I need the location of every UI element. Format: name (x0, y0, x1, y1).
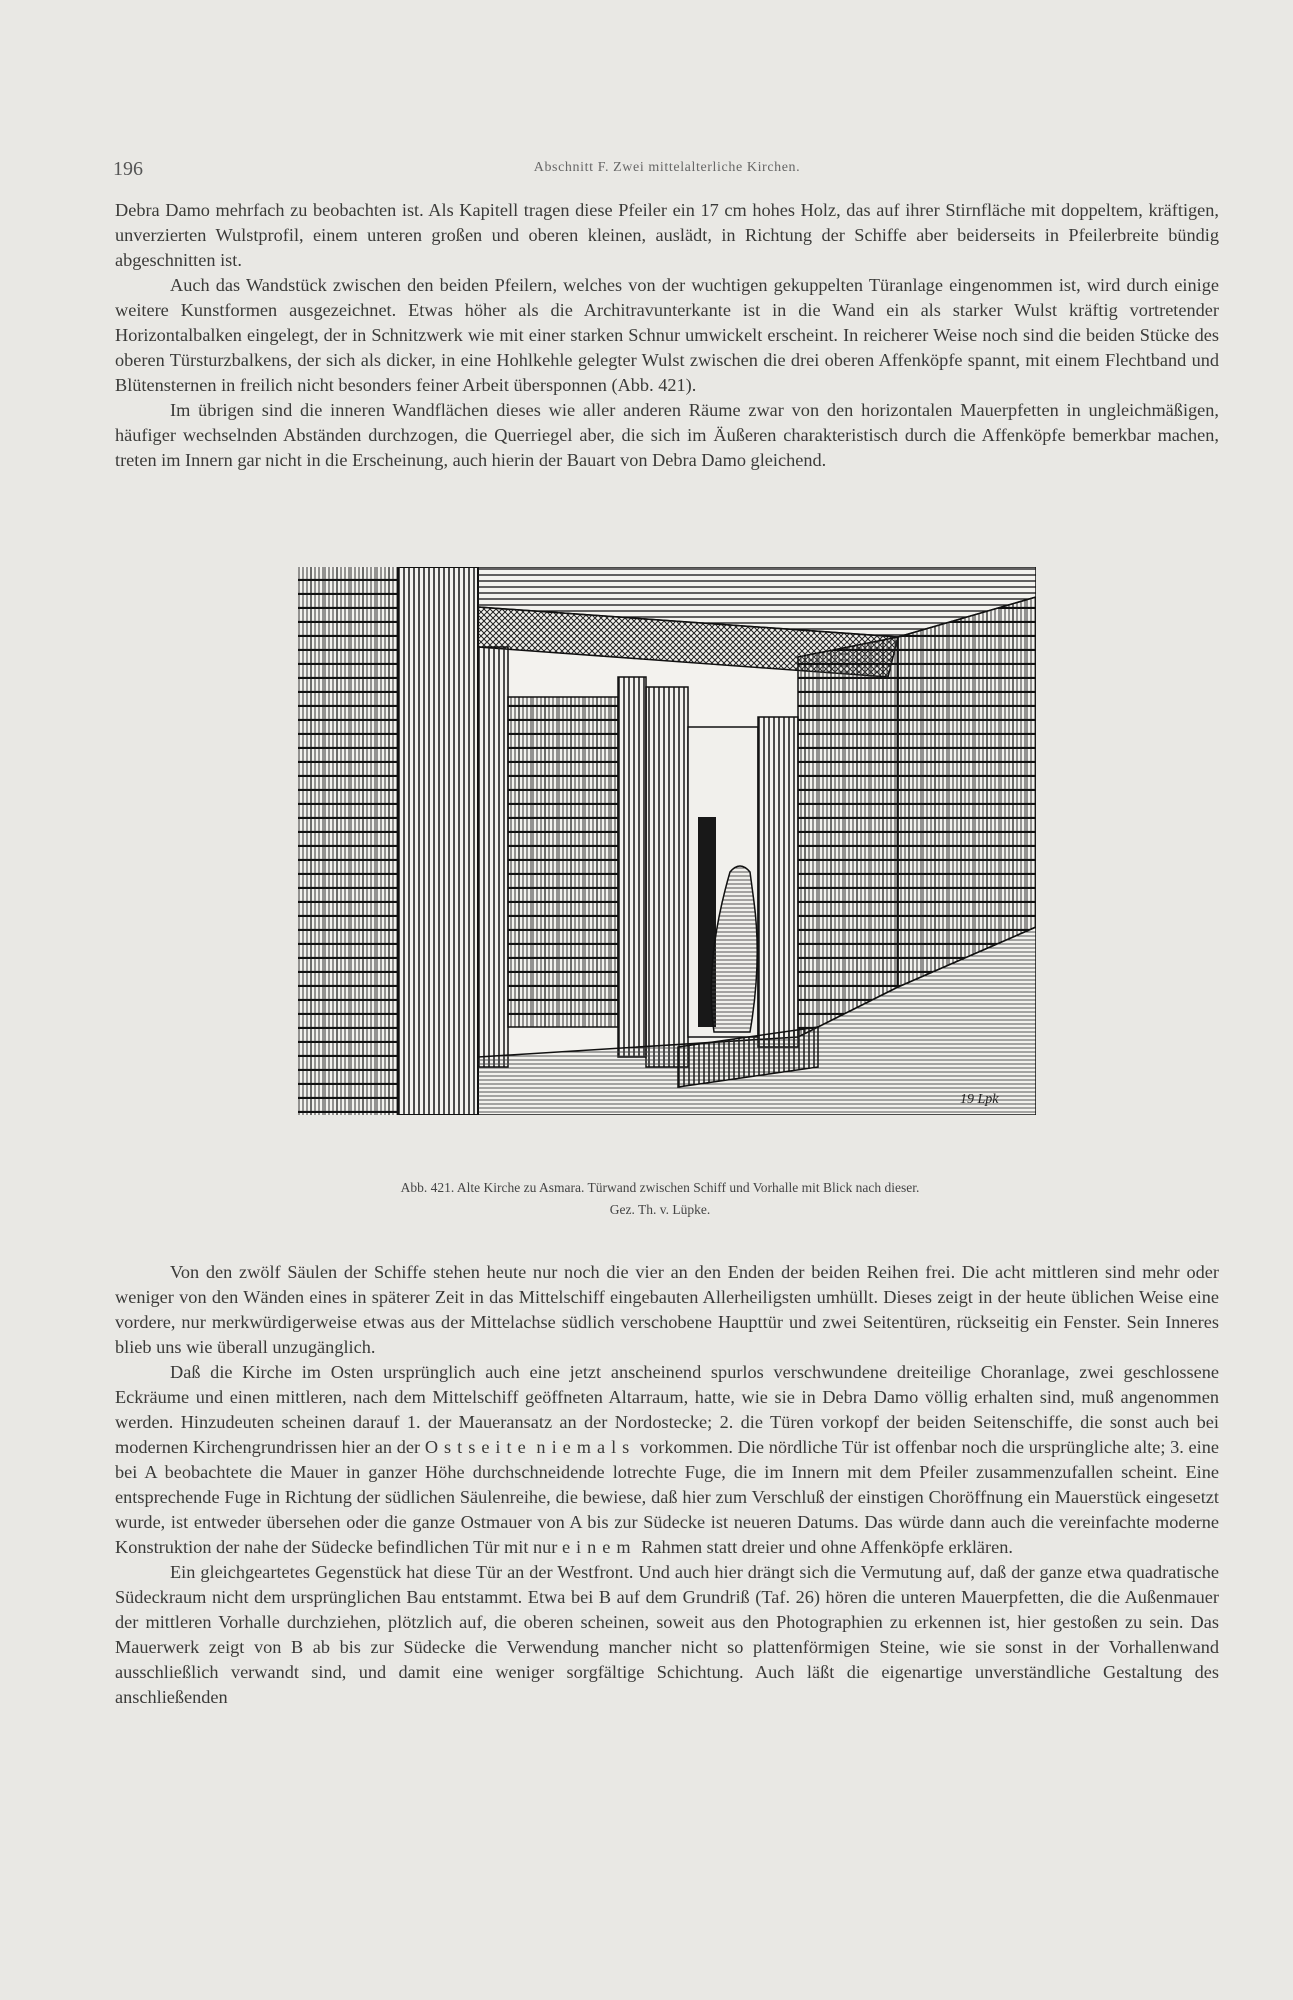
running-head (113, 158, 1221, 182)
text-block-bottom (115, 1260, 1219, 1710)
caption-line-1: Abb. 421. Alte Kirche zu Asmara. Türwand zwischen Schiff und Vorhalle mit Blick nach dieser. (400, 1180, 920, 1195)
left-pillar (398, 567, 478, 1115)
right-wall (798, 637, 898, 1037)
paragraph: Im übrigen sind die inneren Wandflächen dieses wie aller anderen Räume zwar von den horizontalen Mauerpfetten in ungleichmäßigen, häufiger wechselnden Abständen durchzogen, die Querriegel aber, die sich im Äußeren charakteristisch durch die Affenköpfe bemerkbar machen, treten im Innern gar nicht in die Erscheinung, auch hierin der Bauart von Debra Damo gleichend. (115, 400, 1219, 470)
emphasis-niemals: niemals (536, 1437, 636, 1457)
figure-caption (160, 1177, 1160, 1221)
emphasis-einem: einem (561, 1537, 637, 1557)
left-doorway (508, 697, 618, 1027)
church-door-drawing (298, 567, 1036, 1115)
artist-signature: 19 Lpk (960, 1092, 999, 1107)
left-wall (298, 567, 398, 1115)
center-post (618, 677, 646, 1057)
caption-line-2: Gez. Th. v. Lüpke. (609, 1202, 711, 1217)
left-door-frame (478, 647, 508, 1067)
page-number: 196 (113, 158, 143, 180)
emphasis-ostseite: Ostseite (424, 1437, 532, 1457)
paragraph-text: vorkommen. Die nördliche Tür ist offenbar noch die ursprüngliche alte; 3. eine bei A beobachtete die Mauer in ganzer Höhe durchschneidende lotrechte Fuge, die im Innern mit dem Pfeiler zusammenzufallen scheint. Eine entsprechende Fuge in Richtung der südlichen Säulenreihe, die bewiese, daß hier zum Verschluß der einstigen Choröffnung ein Mauerstück eingesetzt wurde, ist entweder übersehen oder die ganze Ostmauer von A bis zur Südecke ist neueren Datums. Das würde dann auch die vereinfachte moderne Konstruktion der nahe der Südecke befindlichen Tür mit nur (115, 1437, 1219, 1557)
paragraph: Ein gleichgeartetes Gegenstück hat diese Tür an der Westfront. Und auch hier drängt sich die Vermutung auf, daß der ganze etwa quadratische Südeckraum nicht dem ursprünglichen Bau entstammt. Etwa bei B auf dem Grundriß (Taf. 26) hören die unteren Mauerpfetten, die die Außenmauer der mittleren Vorhalle durchziehen, plötzlich auf, die oberen scheinen, soweit aus den Photographien zu erkennen ist, hier gestoßen zu sein. Das Mauerwerk zeigt von B ab bis zur Südecke die Verwendung mancher nicht so plattenförmigen Steine, wie sie sonst in der Vorhallenwand ausschließlich verwandt sind, und damit eine weniger sorgfältige Schichtung. Auch läßt die eigenartige unverständliche Gestaltung des anschließenden (115, 1562, 1219, 1707)
paragraph-text: Daß die Kirche im Osten ursprünglich auch eine jetzt anscheinend spurlos verschwundene dreiteilige Choranlage, zwei geschlossene Eckräume und einen mittleren, nach dem Mittelschiff geöffneten Altarraum, hatte, wie sie in Debra Damo völlig erhalten sind, muß angenommen werden. Hinzudeuten scheinen darauf 1. der Maueransatz an der Nordostecke; 2. die Türen vorkopf der beiden Seitenschiffe, die sonst auch bei modernen Kirchengrundrissen hier an der (115, 1362, 1219, 1457)
right-door-frame (646, 687, 688, 1067)
paragraph-text: Rahmen statt dreier und ohne Affenköpfe erklären. (641, 1537, 1013, 1557)
paragraph: Auch das Wandstück zwischen den beiden Pfeilern, welches von der wuchtigen gekuppelten Türanlage eingenommen ist, wird durch einige weitere Kunstformen ausgezeichnet. Etwas höher als die Architravunterkante ist in die Wand ein als starker Wulst kräftig vortretender Horizontalbalken eingelegt, der in Schnitzwerk wie mit einer starken Schnur umwickelt erscheint. In reicherer Weise noch sind die beiden Stücke des oberen Türsturzbalkens, der sich als dicker, in eine Hohlkehle gelegter Wulst zwischen die drei oberen Affenköpfe spannt, mit einem Flechtband und Blütensternen in freilich nicht besonders feiner Arbeit übersponnen (Abb. 421). (115, 275, 1219, 395)
running-title: Abschnitt F. Zwei mittelalterliche Kirchen. (533, 160, 801, 175)
figure-illustration (298, 567, 1036, 1115)
paragraph (115, 1360, 1219, 1560)
far-right-wall (898, 597, 1036, 987)
paragraph: Von den zwölf Säulen der Schiffe stehen heute nur noch die vier an den Enden der beiden Reihen frei. Die acht mittleren sind mehr oder weniger von den Wänden eines in späterer Zeit in das Mittelschiff eingebauten Allerheiligsten umhüllt. Dieses zeigt in der heute üblichen Weise eine vordere, nur merkwürdigerweise etwas aus der Mittelachse südlich verschobene Haupttür und zwei Seitentüren, rückseitig ein Fenster. Sein Inneres blieb uns wie überall unzugänglich. (115, 1262, 1219, 1357)
text-block-top (115, 198, 1219, 473)
right-inner-frame (758, 717, 798, 1047)
paragraph: Debra Damo mehrfach zu beobachten ist. Als Kapitell tragen diese Pfeiler ein 17 cm hohes Holz, das auf ihrer Stirnfläche mit doppeltem, kräftigen, unverzierten Wulstprofil, einem unteren großen und oberen kleinen, auslädt, in Richtung der Schiffe aber beiderseits in Pfeilerbreite bündig abgeschnitten ist. (115, 200, 1219, 270)
